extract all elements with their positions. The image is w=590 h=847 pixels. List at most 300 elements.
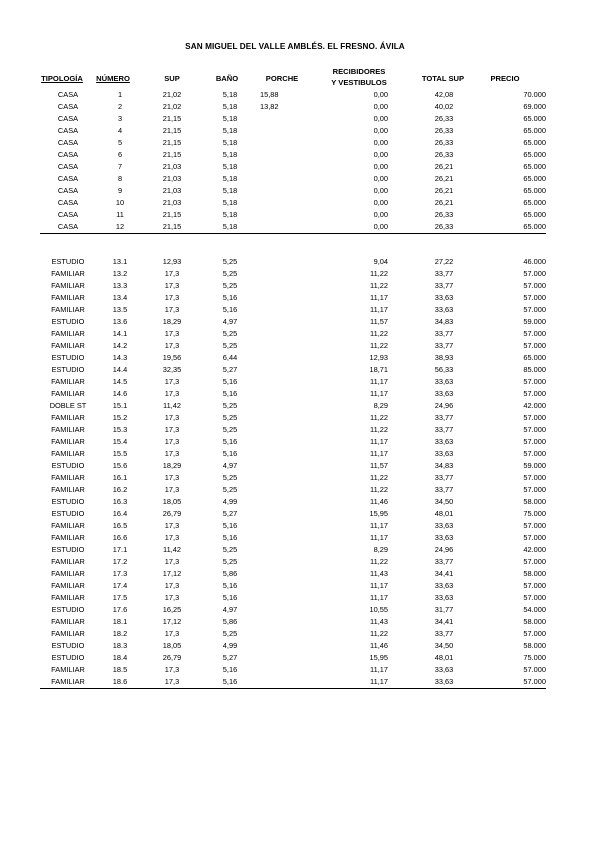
cell-precio: 85.000 [523,365,546,374]
cell-recibidores: 11,17 [370,437,388,446]
cell-numero: 14.3 [112,353,128,362]
cell-tipologia: FAMILIAR [51,413,85,422]
cell-numero: 14.4 [112,365,128,374]
cell-bano: 5,16 [222,533,238,542]
cell-tipologia: CASA [40,221,96,234]
cell-recibidores: 15,95 [369,653,388,662]
cell-tipologia: CASA [57,198,79,207]
cell-precio: 65.000 [523,126,546,135]
cell-porche [260,484,298,496]
cell-numero: 7 [117,162,123,171]
cell-total-sup: 26,33 [434,150,454,159]
cell-tipologia: FAMILIAR [51,341,85,350]
cell-tipologia: ESTUDIO [51,461,85,470]
table-row [40,173,546,185]
cell-precio: 46.000 [523,257,546,266]
table-row [40,89,546,101]
cell-bano: 5,16 [222,305,238,314]
cell-recibidores: 0,00 [373,138,388,147]
cell-total-sup: 26,33 [404,221,484,234]
table-row [40,580,546,592]
cell-total-sup: 33,77 [434,557,454,566]
cell-numero: 13.4 [112,293,128,302]
cell-porche [260,676,298,689]
table-row [40,664,546,676]
cell-sup: 17,3 [164,425,180,434]
cell-porche [260,113,298,125]
cell-sup: 16,25 [162,605,182,614]
cell-numero: 13.3 [112,281,128,290]
cell-recibidores: 11,17 [370,521,388,530]
cell-total-sup: 38,93 [434,353,454,362]
cell-tipologia: FAMILIAR [51,569,85,578]
cell-recibidores: 9,04 [373,257,388,266]
cell-numero: 13.2 [112,269,128,278]
cell-sup: 18,05 [162,497,182,506]
cell-precio: 57.000 [523,341,546,350]
cell-bano: 5,18 [222,138,238,147]
cell-recibidores: 11,22 [370,485,388,494]
cell-numero: 17.5 [112,593,128,602]
cell-precio: 57.000 [523,437,546,446]
cell-numero: 17.1 [112,545,128,554]
cell-porche [260,592,298,604]
cell-tipologia: FAMILIAR [51,473,85,482]
cell-porche [260,340,298,352]
cell-porche [260,364,298,376]
cell-recibidores: 8,29 [373,545,388,554]
table-row [40,304,546,316]
cell-tipologia: ESTUDIO [51,641,85,650]
cell-sup: 21,15 [162,126,182,135]
cell-bano: 4,97 [222,605,238,614]
cell-precio: 65.000 [523,353,546,362]
cell-recibidores: 11,22 [370,413,388,422]
cell-sup: 18,29 [162,461,182,470]
cell-bano: 5,16 [222,593,238,602]
cell-bano: 5,16 [200,676,260,689]
cell-numero: 15.5 [112,449,128,458]
cell-total-sup: 34,83 [434,461,454,470]
cell-sup: 17,12 [162,569,182,578]
cell-total-sup: 31,77 [434,605,454,614]
cell-bano: 5,25 [222,557,238,566]
cell-porche [260,137,298,149]
cell-total-sup: 33,63 [434,593,454,602]
cell-tipologia: FAMILIAR [51,449,85,458]
cell-porche [260,316,298,328]
cell-recibidores: 11,17 [370,533,388,542]
cell-total-sup: 26,21 [434,186,454,195]
cell-recibidores: 11,17 [370,293,388,302]
cell-sup: 17,3 [164,485,180,494]
casas-table [40,89,546,234]
cell-bano: 4,99 [222,497,238,506]
cell-recibidores: 11,22 [370,425,388,434]
cell-recibidores: 11,17 [370,581,388,590]
cell-total-sup: 33,63 [434,389,454,398]
cell-precio: 57.000 [523,629,546,638]
cell-porche [260,532,298,544]
cell-sup: 21,15 [162,114,182,123]
cell-porche [260,376,298,388]
table-row [40,149,546,161]
cell-bano: 5,16 [222,293,238,302]
cell-sup: 32,35 [162,365,182,374]
cell-bano: 5,18 [222,126,238,135]
cell-recibidores: 18,71 [369,365,388,374]
cell-tipologia: ESTUDIO [51,353,85,362]
cell-sup: 17,3 [164,629,180,638]
cell-sup: 17,3 [164,305,180,314]
cell-bano: 4,97 [222,317,238,326]
cell-sup: 17,3 [164,449,180,458]
cell-precio: 57.000 [523,413,546,422]
cell-recibidores: 11,22 [370,473,388,482]
cell-sup: 17,3 [164,341,180,350]
table-row [40,604,546,616]
cell-porche [260,448,298,460]
cell-total-sup: 26,33 [434,114,454,123]
cell-sup: 21,02 [162,90,182,99]
cell-precio: 57.000 [523,377,546,386]
cell-tipologia: FAMILIAR [51,485,85,494]
cell-precio: 65.000 [523,198,546,207]
cell-bano: 5,16 [222,389,238,398]
table-row [40,185,546,197]
cell-total-sup: 42,08 [434,90,454,99]
cell-recibidores: 15,95 [369,509,388,518]
cell-recibidores: 11,22 [370,281,388,290]
cell-precio: 57.000 [523,389,546,398]
cell-bano: 5,25 [222,329,238,338]
header-total-sup: TOTAL SUP [421,74,465,83]
cell-recibidores: 0,00 [373,126,388,135]
cell-sup: 21,15 [162,210,182,219]
cell-recibidores: 0,00 [373,90,388,99]
cell-tipologia: CASA [57,114,79,123]
cell-precio: 54.000 [523,605,546,614]
cell-sup: 17,3 [164,665,180,674]
cell-total-sup: 27,22 [434,257,454,266]
cell-sup: 11,42 [163,545,181,554]
cell-bano: 5,25 [222,269,238,278]
cell-total-sup: 33,63 [434,449,454,458]
cell-sup: 17,12 [162,617,182,626]
cell-tipologia: CASA [57,186,79,195]
cell-porche [260,388,298,400]
cell-porche [260,400,298,412]
cell-porche [260,304,298,316]
cell-tipologia: FAMILIAR [51,425,85,434]
cell-sup: 21,03 [162,162,182,171]
cell-recibidores: 0,00 [373,114,388,123]
cell-precio: 42.000 [523,401,546,410]
table-row [40,616,546,628]
cell-bano: 5,86 [222,617,238,626]
cell-bano: 5,27 [222,365,238,374]
cell-recibidores: 11,57 [370,317,388,326]
cell-porche [260,664,298,676]
cell-precio: 58.000 [523,641,546,650]
cell-total-sup: 24,96 [434,401,454,410]
cell-porche [260,460,298,472]
header-tipologia: TIPOLOGÍA [41,74,83,83]
cell-recibidores: 11,17 [370,665,388,674]
cell-numero: 6 [117,150,123,159]
cell-porche [260,185,298,197]
cell-precio: 57.000 [523,281,546,290]
cell-numero: 13.5 [112,305,128,314]
cell-precio: 57.000 [523,305,546,314]
table-row [40,328,546,340]
cell-precio: 65.000 [484,221,546,234]
cell-recibidores: 10,55 [369,605,388,614]
cell-sup: 12,93 [162,257,182,266]
cell-tipologia: FAMILIAR [51,533,85,542]
table-row [40,364,546,376]
cell-precio: 42.000 [523,545,546,554]
cell-recibidores: 11,17 [370,389,388,398]
table-row [40,197,546,209]
header-bano: BAÑO [215,74,239,83]
cell-bano: 5,16 [222,581,238,590]
cell-porche [260,640,298,652]
cell-bano: 5,25 [222,341,238,350]
cell-numero: 10 [115,198,125,207]
table-row [40,268,546,280]
cell-porche: 13,82 [260,102,279,111]
cell-porche [260,197,298,209]
cell-numero: 17.3 [112,569,128,578]
cell-total-sup: 34,41 [434,569,454,578]
table-row [40,676,546,689]
cell-recibidores: 11,22 [370,269,388,278]
cell-porche [260,125,298,137]
cell-bano: 5,18 [222,186,238,195]
table-row [40,352,546,364]
cell-porche [260,544,298,556]
cell-tipologia: FAMILIAR [51,329,85,338]
viviendas-table [40,256,546,689]
cell-sup: 17,3 [164,329,180,338]
cell-porche [260,173,298,185]
cell-recibidores: 0,00 [373,210,388,219]
cell-total-sup: 33,63 [434,521,454,530]
cell-bano: 5,25 [222,413,238,422]
cell-tipologia: CASA [57,126,79,135]
cell-numero: 14.6 [112,389,128,398]
table-row [40,125,546,137]
cell-precio: 65.000 [523,114,546,123]
cell-sup: 21,15 [162,138,182,147]
cell-bano: 5,25 [222,545,238,554]
cell-tipologia: FAMILIAR [51,269,85,278]
cell-precio: 70.000 [523,90,546,99]
cell-numero: 16.4 [112,509,128,518]
cell-precio: 69.000 [523,102,546,111]
cell-bano: 5,25 [222,629,238,638]
cell-porche [260,292,298,304]
cell-precio: 75.000 [523,653,546,662]
cell-precio: 57.000 [523,425,546,434]
cell-tipologia: ESTUDIO [51,605,85,614]
header-porche: PORCHE [265,74,299,83]
cell-precio: 59.000 [523,461,546,470]
cell-precio: 57.000 [523,269,546,278]
cell-porche [260,149,298,161]
cell-numero: 15.1 [112,401,128,410]
cell-sup: 17,3 [164,389,180,398]
cell-porche [260,472,298,484]
cell-total-sup: 33,63 [434,581,454,590]
cell-tipologia: CASA [57,90,79,99]
cell-precio: 65.000 [523,174,546,183]
cell-recibidores: 11,57 [370,461,388,470]
cell-sup: 17,3 [164,557,180,566]
table-row [40,448,546,460]
cell-recibidores: 12,93 [369,353,388,362]
cell-recibidores: 11,17 [370,449,388,458]
cell-total-sup: 33,63 [434,665,454,674]
cell-sup: 26,79 [162,653,182,662]
table-row [40,472,546,484]
cell-recibidores: 0,00 [373,174,388,183]
header-precio: PRECIO [490,74,520,83]
table-row [40,412,546,424]
table-row [40,256,546,268]
cell-porche [260,280,298,292]
cell-recibidores: 0,00 [373,150,388,159]
cell-numero: 1 [117,90,123,99]
cell-total-sup: 34,50 [434,497,454,506]
cell-sup: 17,3 [164,377,180,386]
table-row [40,209,546,221]
cell-precio: 65.000 [523,150,546,159]
cell-recibidores: 11,17 [370,593,388,602]
cell-total-sup: 33,77 [434,473,454,482]
cell-tipologia: ESTUDIO [51,257,85,266]
cell-bano: 5,25 [222,485,238,494]
table-row [40,628,546,640]
cell-total-sup: 33,63 [404,676,484,689]
table-row [40,484,546,496]
cell-recibidores: 11,22 [370,557,388,566]
cell-tipologia: ESTUDIO [51,317,85,326]
table-row [40,221,546,234]
cell-numero: 17.4 [112,581,128,590]
cell-sup: 17,3 [164,269,180,278]
table-row [40,652,546,664]
table-row [40,640,546,652]
table-row [40,520,546,532]
page-title: SAN MIGUEL DEL VALLE AMBLÉS. EL FRESNO. ÁVILA [185,42,405,51]
cell-precio: 65.000 [523,186,546,195]
cell-recibidores: 0,00 [373,198,388,207]
cell-recibidores: 11,43 [370,617,388,626]
cell-tipologia: DOBLE ST [49,401,87,410]
cell-sup: 21,03 [162,186,182,195]
header-recibidores [318,66,400,88]
cell-numero: 18.6 [96,676,144,689]
cell-bano: 5,18 [222,102,238,111]
cell-numero: 3 [117,114,123,123]
cell-numero: 15.3 [112,425,128,434]
cell-numero: 12 [96,221,144,234]
cell-tipologia: ESTUDIO [51,545,85,554]
cell-numero: 14.2 [112,341,128,350]
table-row [40,388,546,400]
cell-numero: 17.2 [112,557,128,566]
cell-recibidores: 11,46 [370,641,388,650]
cell-sup: 18,05 [162,641,182,650]
cell-precio: 57.000 [523,557,546,566]
cell-porche [260,268,298,280]
cell-precio: 58.000 [523,569,546,578]
cell-recibidores: 11,17 [298,676,404,689]
cell-porche: 15,88 [260,90,279,99]
cell-sup: 21,15 [144,221,200,234]
cell-numero: 14.1 [112,329,128,338]
cell-numero: 18.4 [112,653,128,662]
cell-tipologia: FAMILIAR [51,521,85,530]
cell-precio: 65.000 [523,138,546,147]
cell-total-sup: 26,21 [434,174,454,183]
cell-tipologia: ESTUDIO [51,365,85,374]
cell-tipologia: ESTUDIO [51,653,85,662]
cell-numero: 16.1 [112,473,128,482]
cell-sup: 17,3 [164,413,180,422]
cell-total-sup: 33,77 [434,269,454,278]
cell-total-sup: 34,41 [434,617,454,626]
header-sup: SUP [164,74,180,83]
cell-bano: 6,44 [222,353,238,362]
cell-numero: 16.2 [112,485,128,494]
cell-total-sup: 33,77 [434,425,454,434]
cell-porche [260,652,298,664]
cell-total-sup: 33,63 [434,533,454,542]
cell-tipologia: CASA [57,174,79,183]
cell-tipologia: CASA [57,210,79,219]
cell-porche [260,436,298,448]
header-recibidores-line1: RECIBIDORES [332,67,386,76]
cell-total-sup: 33,77 [434,485,454,494]
cell-porche [260,352,298,364]
cell-total-sup: 34,50 [434,641,454,650]
table-row [40,556,546,568]
header-recibidores-line2: Y VESTIBULOS [331,78,387,87]
cell-precio: 57.000 [523,593,546,602]
table-row [40,400,546,412]
cell-tipologia: CASA [57,150,79,159]
cell-sup: 17,3 [164,593,180,602]
cell-bano: 5,18 [222,210,238,219]
cell-sup: 17,3 [164,281,180,290]
cell-recibidores: 0,00 [373,162,388,171]
cell-sup: 17,3 [144,676,200,689]
cell-bano: 5,16 [222,665,238,674]
cell-numero: 18.3 [112,641,128,650]
table-row [40,280,546,292]
cell-numero: 18.5 [112,665,128,674]
cell-porche [260,520,298,532]
cell-numero: 2 [117,102,123,111]
cell-porche [260,424,298,436]
cell-total-sup: 33,63 [434,305,454,314]
header-numero: NÚMERO [96,74,130,83]
cell-tipologia: FAMILIAR [51,665,85,674]
cell-porche [260,628,298,640]
